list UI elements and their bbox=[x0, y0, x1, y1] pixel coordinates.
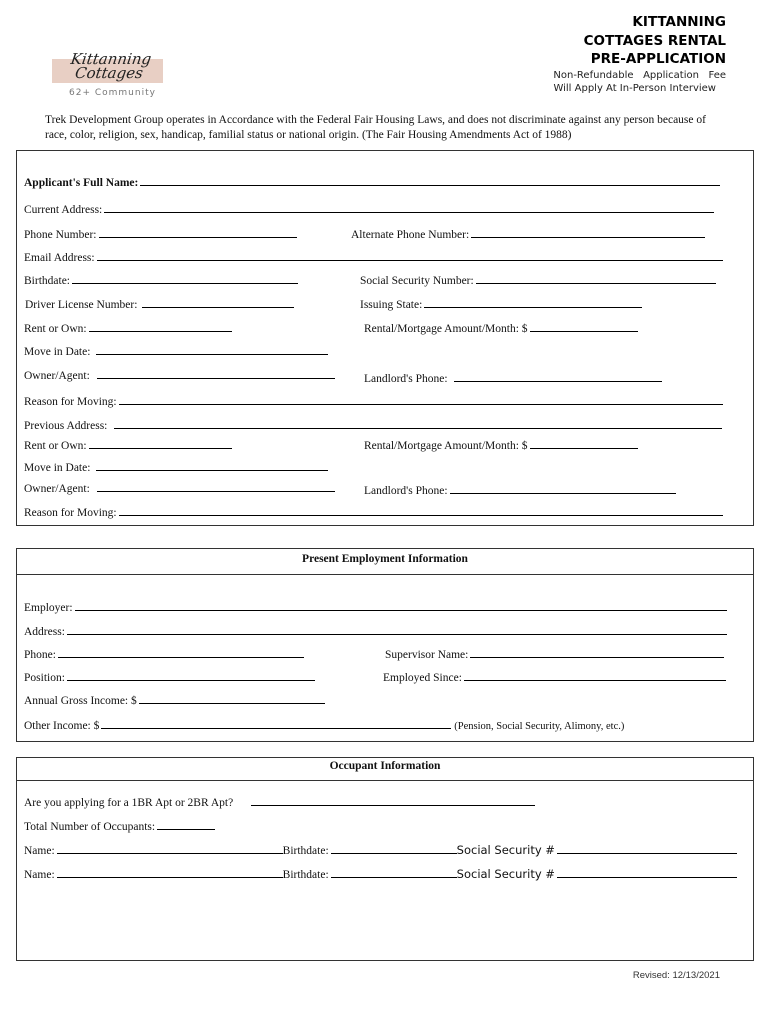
employer-phone-label: Phone: bbox=[24, 649, 56, 661]
landlord-phone-label: Landlord's Phone: bbox=[364, 373, 448, 385]
prev-owner-agent-label: Owner/Agent: bbox=[24, 483, 90, 495]
employer-field[interactable] bbox=[75, 600, 727, 611]
ssn-label: Social Security Number: bbox=[360, 275, 474, 287]
reason-field[interactable] bbox=[119, 394, 723, 405]
logo-line-2: Cottages bbox=[73, 64, 145, 82]
page-title bbox=[584, 13, 726, 69]
alt-phone-label: Alternate Phone Number: bbox=[351, 229, 470, 241]
occupant-section bbox=[16, 757, 754, 961]
move-in-field[interactable] bbox=[96, 344, 328, 355]
employer-phone-field[interactable] bbox=[58, 647, 304, 658]
logo-line-1: Kittanning bbox=[69, 50, 153, 68]
previous-address-field[interactable] bbox=[114, 418, 722, 429]
other-income-note: (Pension, Social Security, Alimony, etc.) bbox=[454, 721, 625, 732]
owner-agent-field[interactable] bbox=[97, 368, 335, 379]
prev-landlord-phone-field[interactable] bbox=[450, 483, 676, 494]
occupant-2-ssn-field[interactable] bbox=[557, 867, 737, 878]
employment-section bbox=[16, 548, 754, 742]
other-income-label: Other Income: $ bbox=[24, 720, 100, 732]
prev-rent-own-label: Rent or Own: bbox=[24, 440, 87, 452]
occupant-2-name-field[interactable] bbox=[57, 867, 283, 878]
issuing-state-label: Issuing State: bbox=[360, 299, 423, 311]
position-label: Position: bbox=[24, 672, 65, 684]
prev-owner-agent-field[interactable] bbox=[97, 481, 335, 492]
rent-amount-field[interactable] bbox=[530, 321, 638, 332]
prev-rent-amount-label: Rental/Mortgage Amount/Month: $ bbox=[364, 440, 528, 452]
occupant-heading-divider bbox=[17, 780, 753, 781]
driver-license-field[interactable] bbox=[142, 297, 294, 308]
employer-address-label: Address: bbox=[24, 626, 65, 638]
annual-income-field[interactable] bbox=[139, 693, 325, 704]
alt-phone-field[interactable] bbox=[471, 227, 705, 238]
employment-heading: Present Employment Information bbox=[302, 553, 468, 565]
previous-address-label: Previous Address: bbox=[24, 420, 108, 432]
apt-question-field[interactable] bbox=[251, 795, 535, 806]
prev-landlord-phone-label: Landlord's Phone: bbox=[364, 485, 448, 497]
supervisor-label: Supervisor Name: bbox=[385, 649, 469, 661]
email-label: Email Address: bbox=[24, 252, 95, 264]
fee-note-line-2: Will Apply At In-Person Interview bbox=[553, 83, 716, 94]
rent-own-field[interactable] bbox=[89, 321, 232, 332]
revised-date: Revised: 12/13/2021 bbox=[632, 970, 720, 981]
occupant-2-birthdate-field[interactable] bbox=[331, 867, 457, 878]
title-line-1: KITTANNING bbox=[632, 14, 726, 30]
rent-own-label: Rent or Own: bbox=[24, 323, 87, 335]
prev-rent-amount-field[interactable] bbox=[530, 438, 638, 449]
occupant-2-ssn-label: Social Security # bbox=[456, 867, 555, 881]
occupant-2-birthdate-label: Birthdate: bbox=[282, 869, 329, 881]
total-occupants-label: Total Number of Occupants: bbox=[24, 821, 156, 833]
birthdate-label: Birthdate: bbox=[24, 275, 70, 287]
landlord-phone-field[interactable] bbox=[454, 371, 662, 382]
apt-question-label: Are you applying for a 1BR Apt or 2BR Apt? bbox=[24, 797, 234, 809]
occupant-1-ssn-field[interactable] bbox=[557, 843, 737, 854]
logo-tagline: 62+ Community bbox=[69, 88, 156, 98]
driver-license-label: Driver License Number: bbox=[25, 299, 138, 311]
title-line-3: PRE-APPLICATION bbox=[590, 51, 726, 67]
applicant-name-label: Applicant's Full Name: bbox=[24, 177, 139, 189]
prev-move-in-field[interactable] bbox=[96, 460, 328, 471]
occupant-2-name-label: Name: bbox=[24, 869, 55, 881]
employed-since-label: Employed Since: bbox=[383, 672, 462, 684]
occupant-1-birthdate-label: Birthdate: bbox=[282, 845, 329, 857]
ssn-field[interactable] bbox=[476, 273, 716, 284]
prev-reason-label: Reason for Moving: bbox=[24, 507, 117, 519]
employment-heading-divider bbox=[17, 574, 753, 575]
other-income-field[interactable] bbox=[101, 718, 451, 729]
email-field[interactable] bbox=[97, 250, 723, 261]
applicant-name-field[interactable] bbox=[140, 175, 720, 186]
prev-reason-field[interactable] bbox=[119, 505, 723, 516]
annual-income-label: Annual Gross Income: $ bbox=[24, 695, 137, 707]
occupant-1-ssn-label: Social Security # bbox=[456, 843, 555, 857]
supervisor-field[interactable] bbox=[470, 647, 724, 658]
phone-field[interactable] bbox=[99, 227, 297, 238]
logo bbox=[58, 52, 162, 80]
fee-note-line-1: Non-Refundable Application Fee bbox=[553, 70, 726, 81]
occupant-1-birthdate-field[interactable] bbox=[331, 843, 457, 854]
phone-label: Phone Number: bbox=[24, 229, 97, 241]
move-in-label: Move in Date: bbox=[24, 346, 91, 358]
position-field[interactable] bbox=[67, 670, 315, 681]
fair-housing-statement: Trek Development Group operates in Accordance with the Federal Fair Housing Laws, and does not discriminate against any person because of race, color, religion, sex, handicap, familial status or national origin. (The Fair Housing Amendments Act of 1988) bbox=[45, 114, 706, 141]
occupant-1-name-label: Name: bbox=[24, 845, 55, 857]
occupant-1-name-field[interactable] bbox=[57, 843, 283, 854]
birthdate-field[interactable] bbox=[72, 273, 298, 284]
current-address-field[interactable] bbox=[104, 202, 714, 213]
employer-address-field[interactable] bbox=[67, 624, 727, 635]
employer-label: Employer: bbox=[24, 602, 73, 614]
owner-agent-label: Owner/Agent: bbox=[24, 370, 90, 382]
prev-rent-own-field[interactable] bbox=[89, 438, 232, 449]
current-address-label: Current Address: bbox=[24, 204, 103, 216]
title-line-2: COTTAGES RENTAL bbox=[583, 32, 726, 49]
fee-note bbox=[553, 69, 726, 95]
employed-since-field[interactable] bbox=[464, 670, 726, 681]
occupant-heading: Occupant Information bbox=[329, 760, 441, 772]
total-occupants-field[interactable] bbox=[157, 819, 215, 830]
prev-move-in-label: Move in Date: bbox=[24, 462, 91, 474]
issuing-state-field[interactable] bbox=[424, 297, 642, 308]
applicant-section bbox=[16, 150, 754, 526]
reason-label: Reason for Moving: bbox=[24, 396, 117, 408]
rent-amount-label: Rental/Mortgage Amount/Month: $ bbox=[364, 323, 528, 335]
